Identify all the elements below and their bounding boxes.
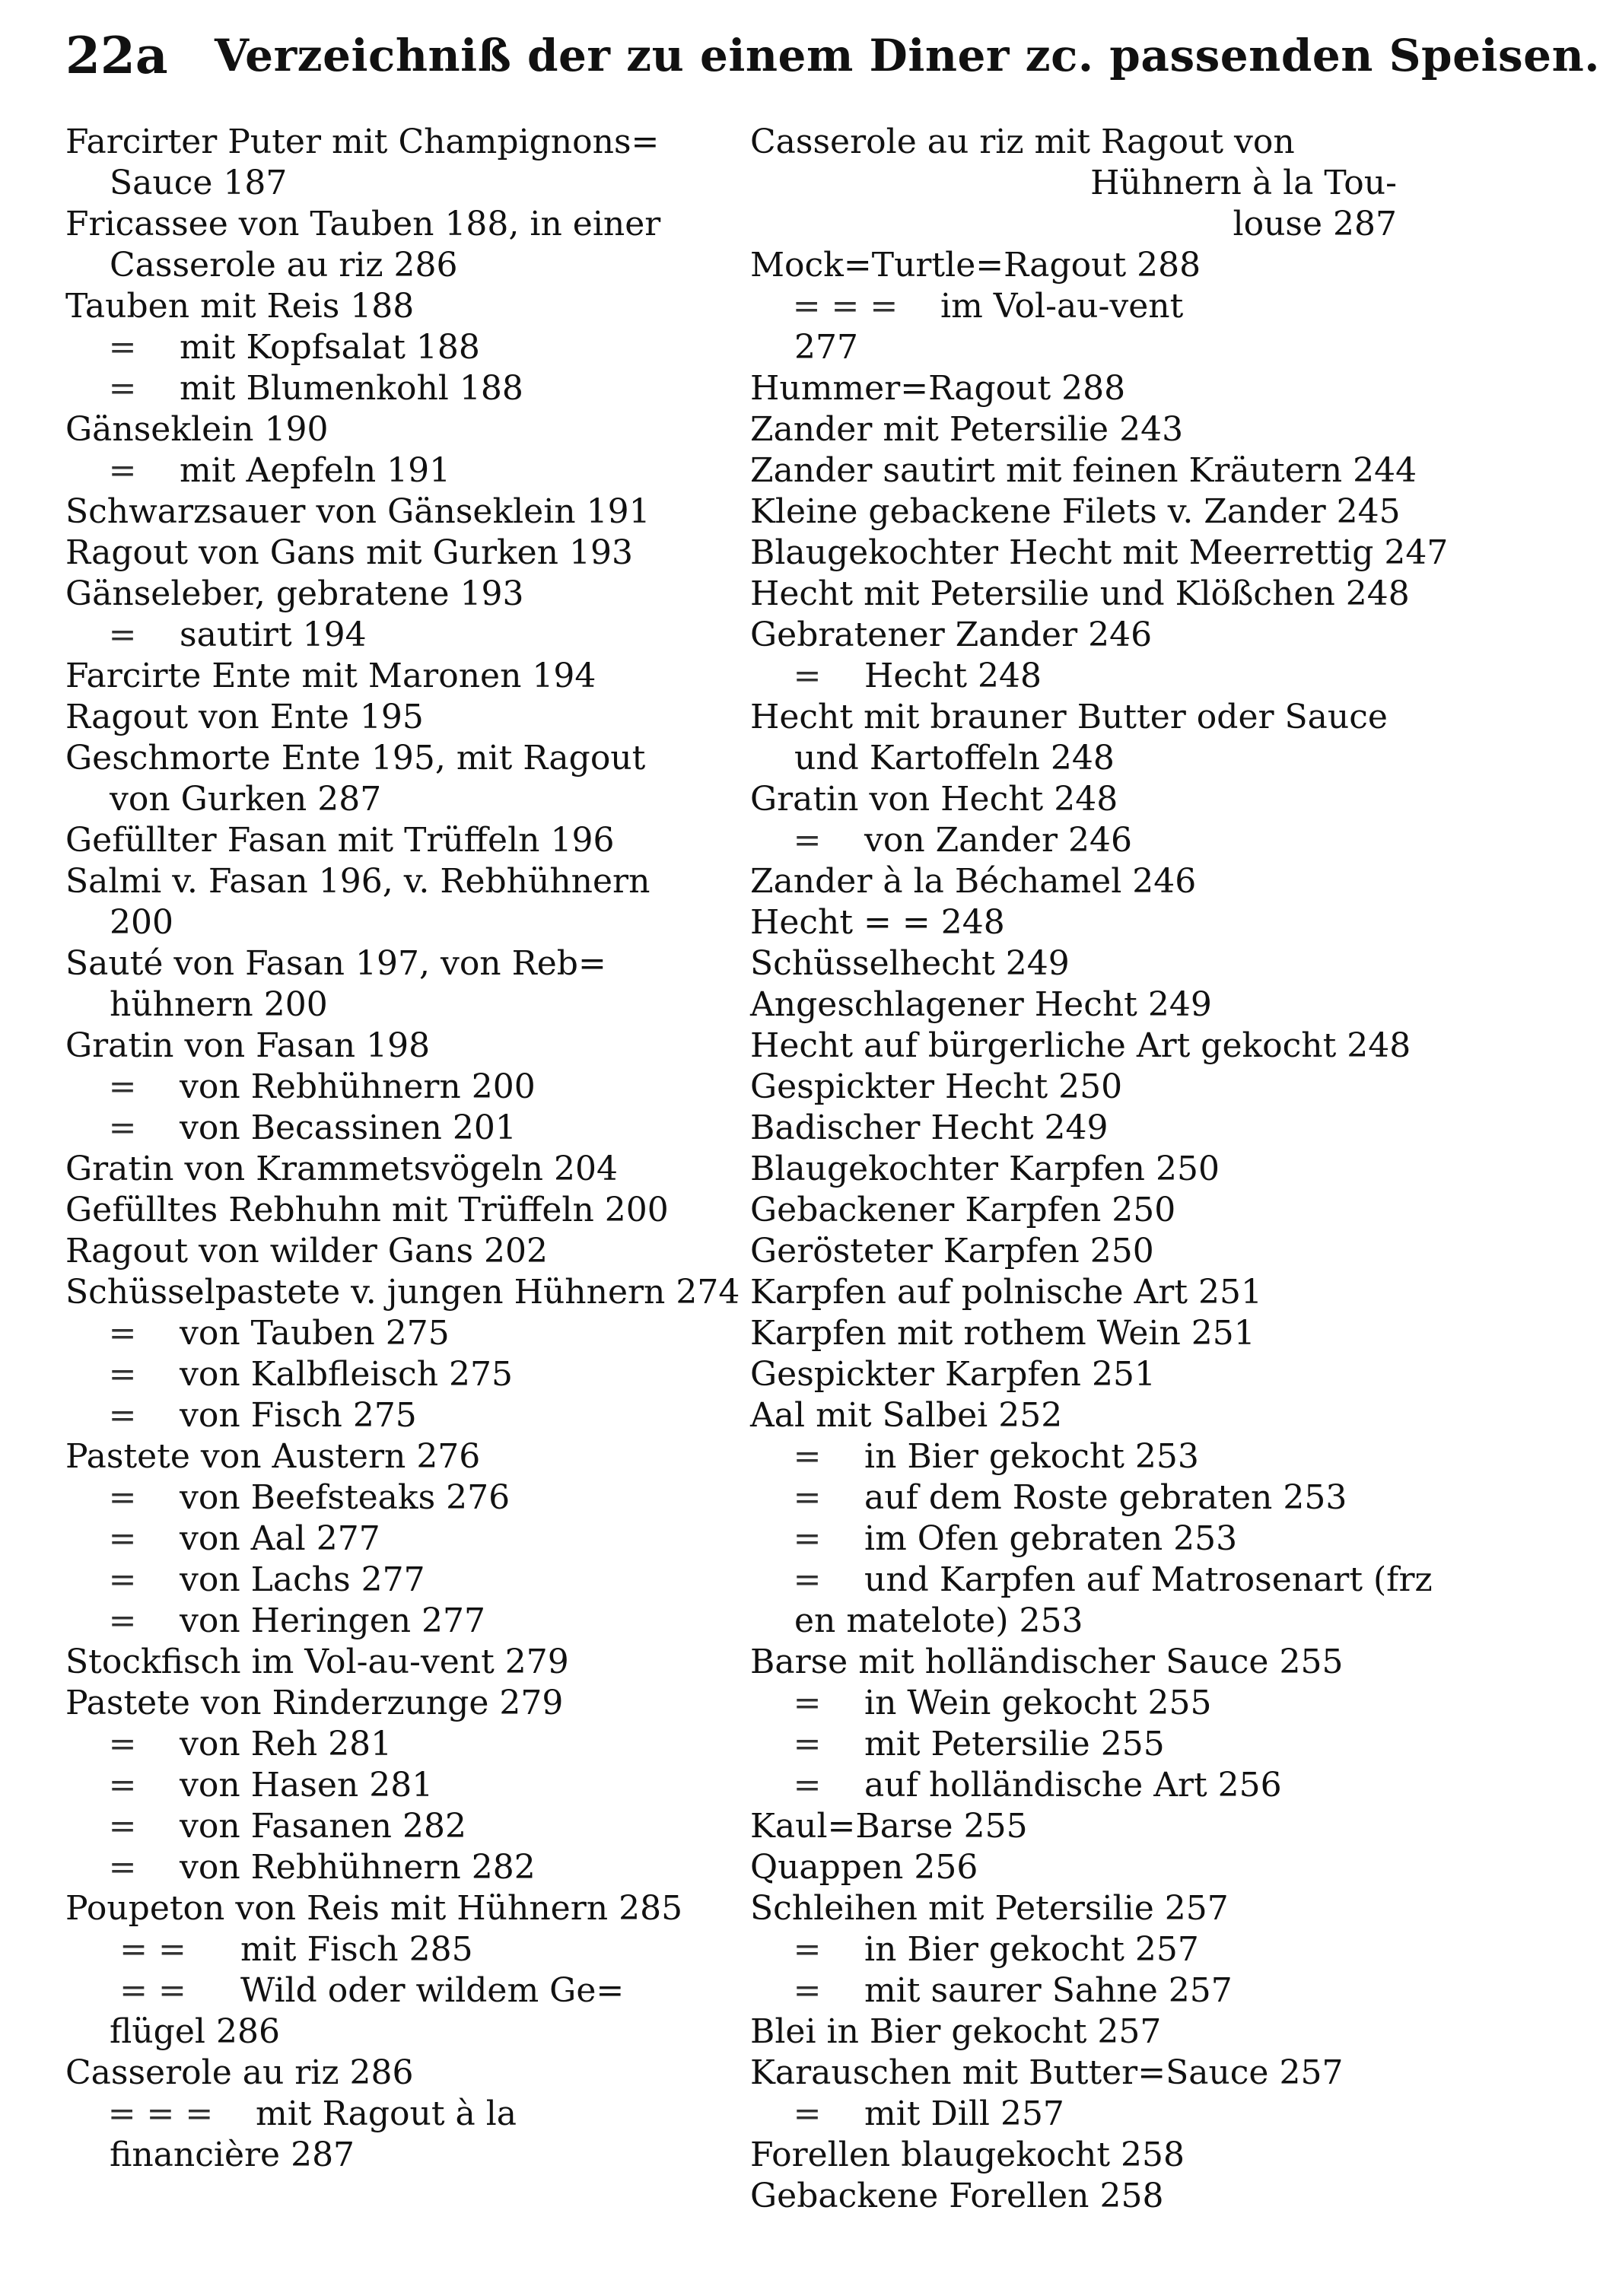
index-entry: [750, 1560, 1433, 1601]
index-entry: [750, 1970, 1397, 2011]
entry-text: Ragout von Gans mit Gurken 193: [65, 533, 633, 572]
index-entry: [65, 1518, 712, 1560]
entry-text: Gratin von Hecht 248: [750, 780, 1118, 819]
entry-text: Gratin von Krammetsvögeln 204: [65, 1150, 618, 1188]
index-entry: [750, 1683, 1397, 1724]
index-entry: [750, 1395, 1397, 1436]
entry-text: Pastete von Austern 276: [65, 1437, 481, 1476]
entry-text: Hecht auf bürgerliche Art gekocht 248: [750, 1026, 1411, 1065]
entry-text: mit Aepfeln 191: [180, 451, 451, 490]
index-entry: [65, 491, 712, 533]
left-column: [65, 122, 740, 2176]
index-entry: [65, 1108, 712, 1149]
ditto-mark: =: [108, 615, 137, 654]
index-entry: [750, 1518, 1397, 1560]
entry-text: Aal mit Salbei 252: [750, 1396, 1063, 1435]
ditto-mark: =: [108, 1807, 137, 1846]
entry-text: mit Kopfsalat 188: [180, 328, 480, 367]
index-entry: [750, 1806, 1397, 1847]
index-entry: [65, 327, 712, 368]
entry-text: Gefüllter Fasan mit Trüffeln 196: [65, 821, 615, 860]
entry-text: auf dem Roste gebraten 253: [864, 1478, 1347, 1517]
entry-text: flügel 286: [110, 2012, 280, 2051]
entry-text: Sauce 187: [110, 164, 288, 202]
index-entry: [65, 1067, 712, 1108]
entry-text: Schwarzsauer von Gänseklein 191: [65, 492, 650, 531]
entry-text: von Rebhühnern 282: [180, 1848, 536, 1887]
entry-text: Casserole au riz 286: [65, 2053, 414, 2092]
index-entry: [65, 656, 712, 697]
entry-text: Salmi v. Fasan 196, v. Rebhühnern: [65, 862, 650, 901]
index-entry: [750, 1067, 1397, 1108]
entry-text: Gänseklein 190: [65, 410, 329, 449]
entry-text: financière 287: [110, 2135, 355, 2174]
index-entry: [65, 1601, 712, 1642]
index-entry: [65, 2094, 712, 2135]
index-entry: [65, 368, 712, 409]
entry-text: Hecht 248: [864, 657, 1042, 695]
ditto-mark: =: [108, 1848, 137, 1887]
entry-text: von Reh 281: [180, 1725, 393, 1763]
entry-text: mit Petersilie 255: [864, 1725, 1165, 1763]
entry-text: 277: [794, 328, 858, 367]
index-entry: [65, 615, 712, 656]
entry-text: Pastete von Rinderzunge 279: [65, 1684, 564, 1722]
entry-text: Gespickter Karpfen 251: [750, 1355, 1156, 1394]
entry-text: mit Blumenkohl 188: [180, 369, 523, 408]
index-entry: [750, 1929, 1397, 1970]
index-entry: [750, 1026, 1411, 1067]
entry-text: von Hasen 281: [180, 1766, 434, 1805]
index-entry: [750, 1436, 1397, 1477]
entry-text: 200: [110, 903, 173, 942]
entry-text: Ragout von wilder Gans 202: [65, 1232, 549, 1270]
entry-text: auf holländische Art 256: [864, 1766, 1282, 1805]
index-entry: [65, 902, 712, 943]
index-entry: [65, 122, 712, 163]
index-entry: [65, 574, 712, 615]
entry-text: mit Dill 257: [864, 2094, 1064, 2133]
index-entry: [750, 1847, 1397, 1888]
ditto-mark: =: [793, 821, 822, 860]
page-header: [65, 21, 1600, 90]
index-entry: [65, 2053, 712, 2094]
entry-text: Hecht mit Petersilie und Klößchen 248: [750, 574, 1410, 613]
entry-text: Mock=Turtle=Ragout 288: [750, 246, 1201, 285]
entry-text: in Bier gekocht 253: [864, 1437, 1199, 1476]
entry-text: Karpfen auf polnische Art 251: [750, 1273, 1262, 1312]
entry-text: Poupeton von Reis mit Hühnern 285: [65, 1889, 683, 1928]
ditto-mark: =: [793, 1519, 822, 1558]
ditto-mark: =: [108, 328, 137, 367]
ditto-mark: =: [108, 1560, 137, 1599]
entry-text: Casserole au riz 286: [110, 246, 458, 285]
index-entry: [65, 1231, 712, 1272]
entry-text: Schleihen mit Petersilie 257: [750, 1889, 1229, 1928]
index-entry: [750, 697, 1397, 738]
index-entry: [65, 2011, 712, 2053]
index-entry: [65, 1477, 712, 1518]
entry-text: Blei in Bier gekocht 257: [750, 2012, 1162, 2051]
ditto-mark: =: [108, 1108, 137, 1147]
index-entry: [65, 1354, 712, 1395]
entry-text: Karauschen mit Butter=Sauce 257: [750, 2053, 1344, 2092]
entry-text: Farcirte Ente mit Maronen 194: [65, 657, 596, 695]
entry-text: Karpfen mit rothem Wein 251: [750, 1314, 1255, 1353]
entry-text: Schüsselhecht 249: [750, 944, 1070, 983]
entry-text: im Ofen gebraten 253: [864, 1519, 1238, 1558]
index-entry: [65, 1888, 712, 1929]
index-entry: [65, 820, 712, 861]
entry-text: en matelote) 253: [794, 1601, 1083, 1640]
entry-text: Gebackener Karpfen 250: [750, 1191, 1176, 1229]
entry-text: Barse mit holländischer Sauce 255: [750, 1642, 1344, 1681]
entry-text: Angeschlagener Hecht 249: [750, 985, 1212, 1024]
index-entry: [65, 1395, 712, 1436]
entry-text: in Wein gekocht 255: [864, 1684, 1212, 1722]
entry-text: Wild oder wildem Ge=: [240, 1971, 625, 2010]
entry-text: Farcirter Puter mit Champignons=: [65, 122, 660, 161]
entry-text: von Tauben 275: [180, 1314, 450, 1353]
entry-text: von Lachs 277: [180, 1560, 425, 1599]
entry-text: von Kalbfleisch 275: [180, 1355, 514, 1394]
index-entry: [750, 409, 1397, 450]
entry-text: und Karpfen auf Matrosenart (frz: [864, 1560, 1433, 1599]
index-entry: [65, 204, 712, 245]
index-entry: [65, 409, 712, 450]
index-entry: [750, 861, 1397, 902]
index-entry: [750, 615, 1397, 656]
entry-text: Hummer=Ragout 288: [750, 369, 1126, 408]
index-entry: [65, 450, 712, 491]
index-entry: [750, 204, 1397, 245]
index-entry: [65, 1929, 712, 1970]
entry-text: von Rebhühnern 200: [180, 1067, 536, 1106]
entry-text: Gebackene Forellen 258: [750, 2177, 1164, 2215]
ditto-mark: =: [108, 1601, 137, 1640]
ditto-mark: =: [108, 1067, 137, 1106]
ditto-mark: =: [793, 1930, 822, 1969]
entry-text: Zander sautirt mit feinen Kräutern 244: [750, 451, 1417, 490]
entry-text: Hühnern à la Tou-: [1090, 164, 1397, 202]
entry-text: Gänseleber, gebratene 193: [65, 574, 524, 613]
entry-text: Ragout von Ente 195: [65, 698, 424, 736]
index-entry: [750, 1149, 1397, 1190]
entry-text: Kleine gebackene Filets v. Zander 245: [750, 492, 1401, 531]
index-entry: [750, 656, 1397, 697]
index-entry: [750, 450, 1417, 491]
index-entry: [750, 368, 1397, 409]
right-column: [750, 122, 1449, 2217]
ditto-mark: =: [793, 2094, 822, 2133]
index-entry: [750, 1601, 1397, 1642]
ditto-mark: = = =: [792, 287, 899, 326]
ditto-mark: =: [108, 1355, 137, 1394]
ditto-mark: =: [793, 1971, 822, 2010]
ditto-mark: =: [793, 657, 822, 695]
index-entry: [750, 491, 1401, 533]
entry-text: Kaul=Barse 255: [750, 1807, 1028, 1846]
index-entry: [750, 2053, 1397, 2094]
entry-text: Gebratener Zander 246: [750, 615, 1153, 654]
ditto-mark: =: [108, 1396, 137, 1435]
index-entry: [750, 163, 1397, 204]
ditto-mark: =: [108, 1725, 137, 1763]
entry-text: von Gurken 287: [110, 780, 382, 819]
index-entry: [750, 1354, 1397, 1395]
index-entry: [750, 738, 1397, 779]
ditto-mark: =: [793, 1437, 822, 1476]
index-entry: [750, 286, 1397, 327]
index-entry: [750, 245, 1397, 286]
index-entry: [750, 1765, 1397, 1806]
index-entry: [750, 327, 1397, 368]
entry-text: von Heringen 277: [180, 1601, 486, 1640]
entry-text: Gratin von Fasan 198: [65, 1026, 431, 1065]
index-entry: [65, 1683, 712, 1724]
page-title: Verzeichniß der zu einem Diner zc. passenden Speisen.: [215, 30, 1600, 81]
index-entry: [65, 1026, 712, 1067]
ditto-mark: =: [108, 369, 137, 408]
index-entry: [750, 1313, 1397, 1354]
ditto-mark: = =: [119, 1971, 186, 2010]
entry-text: Badischer Hecht 249: [750, 1108, 1109, 1147]
index-entry: [65, 1724, 712, 1765]
ditto-mark: = =: [119, 1930, 186, 1969]
index-entry: [750, 2094, 1397, 2135]
index-entry: [750, 820, 1397, 861]
entry-text: im Vol-au-vent: [940, 287, 1184, 326]
entry-text: Schüsselpastete v. jungen Hühnern 274: [65, 1273, 740, 1312]
entry-text: von Beefsteaks 276: [180, 1478, 511, 1517]
index-entry: [65, 1560, 712, 1601]
entry-text: mit Ragout à la: [256, 2094, 517, 2133]
index-entry: [750, 1231, 1397, 1272]
page-number: 22a: [65, 26, 168, 85]
entry-text: Hecht mit brauner Butter oder Sauce: [750, 698, 1388, 736]
entry-text: Forellen blaugekocht 258: [750, 2135, 1185, 2174]
index-entry: [65, 1642, 712, 1683]
ditto-mark: =: [793, 1684, 822, 1722]
entry-text: Zander mit Petersilie 243: [750, 410, 1184, 449]
entry-text: Hecht = = 248: [750, 903, 1005, 942]
entry-text: mit saurer Sahne 257: [864, 1971, 1233, 2010]
entry-text: Stockfisch im Vol-au-vent 279: [65, 1642, 569, 1681]
index-entry: [65, 861, 712, 902]
index-entry: [65, 1970, 712, 2011]
index-entry: [750, 1108, 1397, 1149]
index-entry: [750, 122, 1397, 163]
entry-text: Tauben mit Reis 188: [65, 287, 415, 326]
entry-text: Casserole au riz mit Ragout von: [750, 122, 1295, 161]
index-entry: [750, 2176, 1397, 2217]
entry-text: von Becassinen 201: [180, 1108, 517, 1147]
index-entry: [750, 533, 1449, 574]
index-entry: [65, 984, 712, 1026]
ditto-mark: =: [108, 1519, 137, 1558]
ditto-mark: =: [108, 1766, 137, 1805]
index-entry: [65, 738, 712, 779]
ditto-mark: =: [793, 1478, 822, 1517]
entry-text: Zander à la Béchamel 246: [750, 862, 1197, 901]
index-entry: [750, 984, 1397, 1026]
ditto-mark: =: [793, 1766, 822, 1805]
index-entry: [750, 1724, 1397, 1765]
index-entry: [750, 2135, 1397, 2176]
index-entry: [750, 1888, 1397, 1929]
ditto-mark: =: [108, 1314, 137, 1353]
index-entry: [750, 1477, 1397, 1518]
index-entry: [65, 1847, 712, 1888]
entry-text: mit Fisch 285: [240, 1930, 473, 1969]
index-entry: [65, 533, 712, 574]
entry-text: Geschmorte Ente 195, mit Ragout: [65, 739, 646, 778]
entry-text: von Fisch 275: [180, 1396, 417, 1435]
entry-text: Blaugekochter Hecht mit Meerrettig 247: [750, 533, 1449, 572]
index-entry: [65, 697, 712, 738]
ditto-mark: = = =: [107, 2094, 214, 2133]
entry-text: Blaugekochter Karpfen 250: [750, 1150, 1220, 1188]
entry-text: Gefülltes Rebhuhn mit Trüffeln 200: [65, 1191, 669, 1229]
index-entry: [65, 1313, 712, 1354]
index-entry: [65, 1190, 712, 1231]
entry-text: von Aal 277: [180, 1519, 380, 1558]
index-entry: [750, 1642, 1397, 1683]
index-entry: [65, 943, 712, 984]
index-entry: [65, 286, 712, 327]
entry-text: in Bier gekocht 257: [864, 1930, 1199, 1969]
index-entry: [750, 2011, 1397, 2053]
ditto-mark: =: [108, 451, 137, 490]
ditto-mark: =: [793, 1560, 822, 1599]
index-entry: [65, 245, 712, 286]
index-entry: [750, 574, 1410, 615]
index-entry: [65, 1436, 712, 1477]
index-entry: [750, 1190, 1397, 1231]
index-entry: [65, 1272, 740, 1313]
entry-text: und Kartoffeln 248: [794, 739, 1115, 778]
entry-text: louse 287: [1233, 205, 1397, 243]
ditto-mark: =: [793, 1725, 822, 1763]
entry-text: Sauté von Fasan 197, von Reb=: [65, 944, 606, 983]
index-entry: [750, 1272, 1397, 1313]
index-entry: [750, 902, 1397, 943]
entry-text: Gespickter Hecht 250: [750, 1067, 1123, 1106]
index-entry: [65, 1806, 712, 1847]
index-entry: [65, 2135, 712, 2176]
index-entry: [750, 779, 1397, 820]
entry-text: Fricassee von Tauben 188, in einer: [65, 205, 661, 243]
entry-text: von Fasanen 282: [180, 1807, 466, 1846]
entry-text: Gerösteter Karpfen 250: [750, 1232, 1154, 1270]
index-entry: [65, 1149, 712, 1190]
entry-text: von Zander 246: [864, 821, 1133, 860]
entry-text: sautirt 194: [180, 615, 367, 654]
entry-text: hühnern 200: [110, 985, 328, 1024]
entry-text: Quappen 256: [750, 1848, 978, 1887]
index-entry: [65, 1765, 712, 1806]
ditto-mark: =: [108, 1478, 137, 1517]
index-entry: [65, 779, 712, 820]
index-entry: [65, 163, 712, 204]
index-entry: [750, 943, 1397, 984]
